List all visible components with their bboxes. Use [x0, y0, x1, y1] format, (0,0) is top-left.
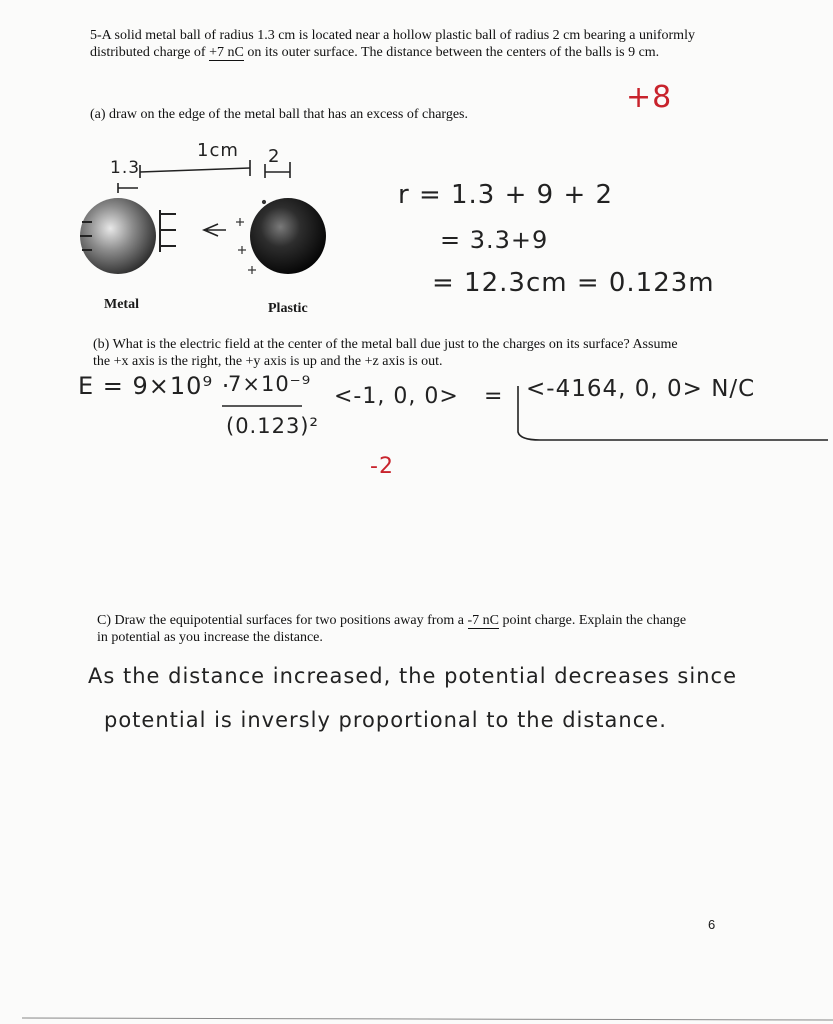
part-b-question-line-2: the +x axis is the right, the +y axis is up and the +z axis is out.: [93, 354, 443, 369]
dim-2: 2: [268, 146, 281, 167]
part-c-charge: -7 nC: [467, 613, 500, 628]
dim-1cm: 1cm: [197, 140, 239, 161]
intro-text-start: 5-A solid metal ball of radius 1.3 cm is located near a hollow plastic ball of radius 2 cm bearing a uniformly distributed charge of: [90, 28, 695, 60]
field-arrow: [204, 224, 226, 236]
calc-line-2: = 3.3+9: [440, 226, 549, 254]
part-c-question-line-2: in potential as you increase the distance.: [97, 630, 323, 645]
calc-line-3: = 12.3cm = 0.123m: [432, 268, 715, 298]
answer-c-line-2: potential is inversly proportional to the distance.: [104, 708, 667, 732]
plastic-ball: [250, 198, 326, 274]
field-equals: =: [484, 384, 504, 409]
grade-part-a: +8: [626, 80, 673, 115]
dim-1-3: 1.3: [110, 158, 141, 178]
part-c-question-line-1: [97, 612, 686, 629]
calc-line-1: r = 1.3 + 9 + 2: [398, 180, 614, 210]
part-c-text-end: point charge. Explain the change: [499, 613, 687, 628]
metal-label: Metal: [104, 297, 139, 312]
field-lhs: E = 9×10⁹ ·: [78, 372, 231, 400]
grade-part-b: -2: [370, 454, 394, 479]
page-number: 6: [708, 917, 716, 932]
answer-c-line-1: As the distance increased, the potential decreases since: [88, 664, 737, 688]
field-numerator: 7×10⁻⁹: [228, 372, 312, 396]
part-c-text-start: C) Draw the equipotential surfaces for two positions away from a: [97, 613, 468, 628]
field-direction: <-1, 0, 0>: [334, 384, 459, 409]
dimension-lines: [118, 160, 290, 193]
field-denominator: (0.123)²: [226, 414, 319, 438]
part-b-question-line-1: (b) What is the electric field at the center of the metal ball due just to the charges on its surface? Assume: [93, 337, 678, 352]
charge-value: +7 nC: [209, 45, 244, 60]
intro-text-end: on its outer surface. The distance between the centers of the balls is 9 cm.: [243, 45, 660, 60]
plastic-label: Plastic: [268, 301, 308, 316]
page-edge-line: [22, 1018, 833, 1020]
field-answer: <-4164, 0, 0> N/C: [526, 376, 756, 402]
part-a-question: (a) draw on the edge of the metal ball that has an excess of charges.: [90, 107, 468, 122]
